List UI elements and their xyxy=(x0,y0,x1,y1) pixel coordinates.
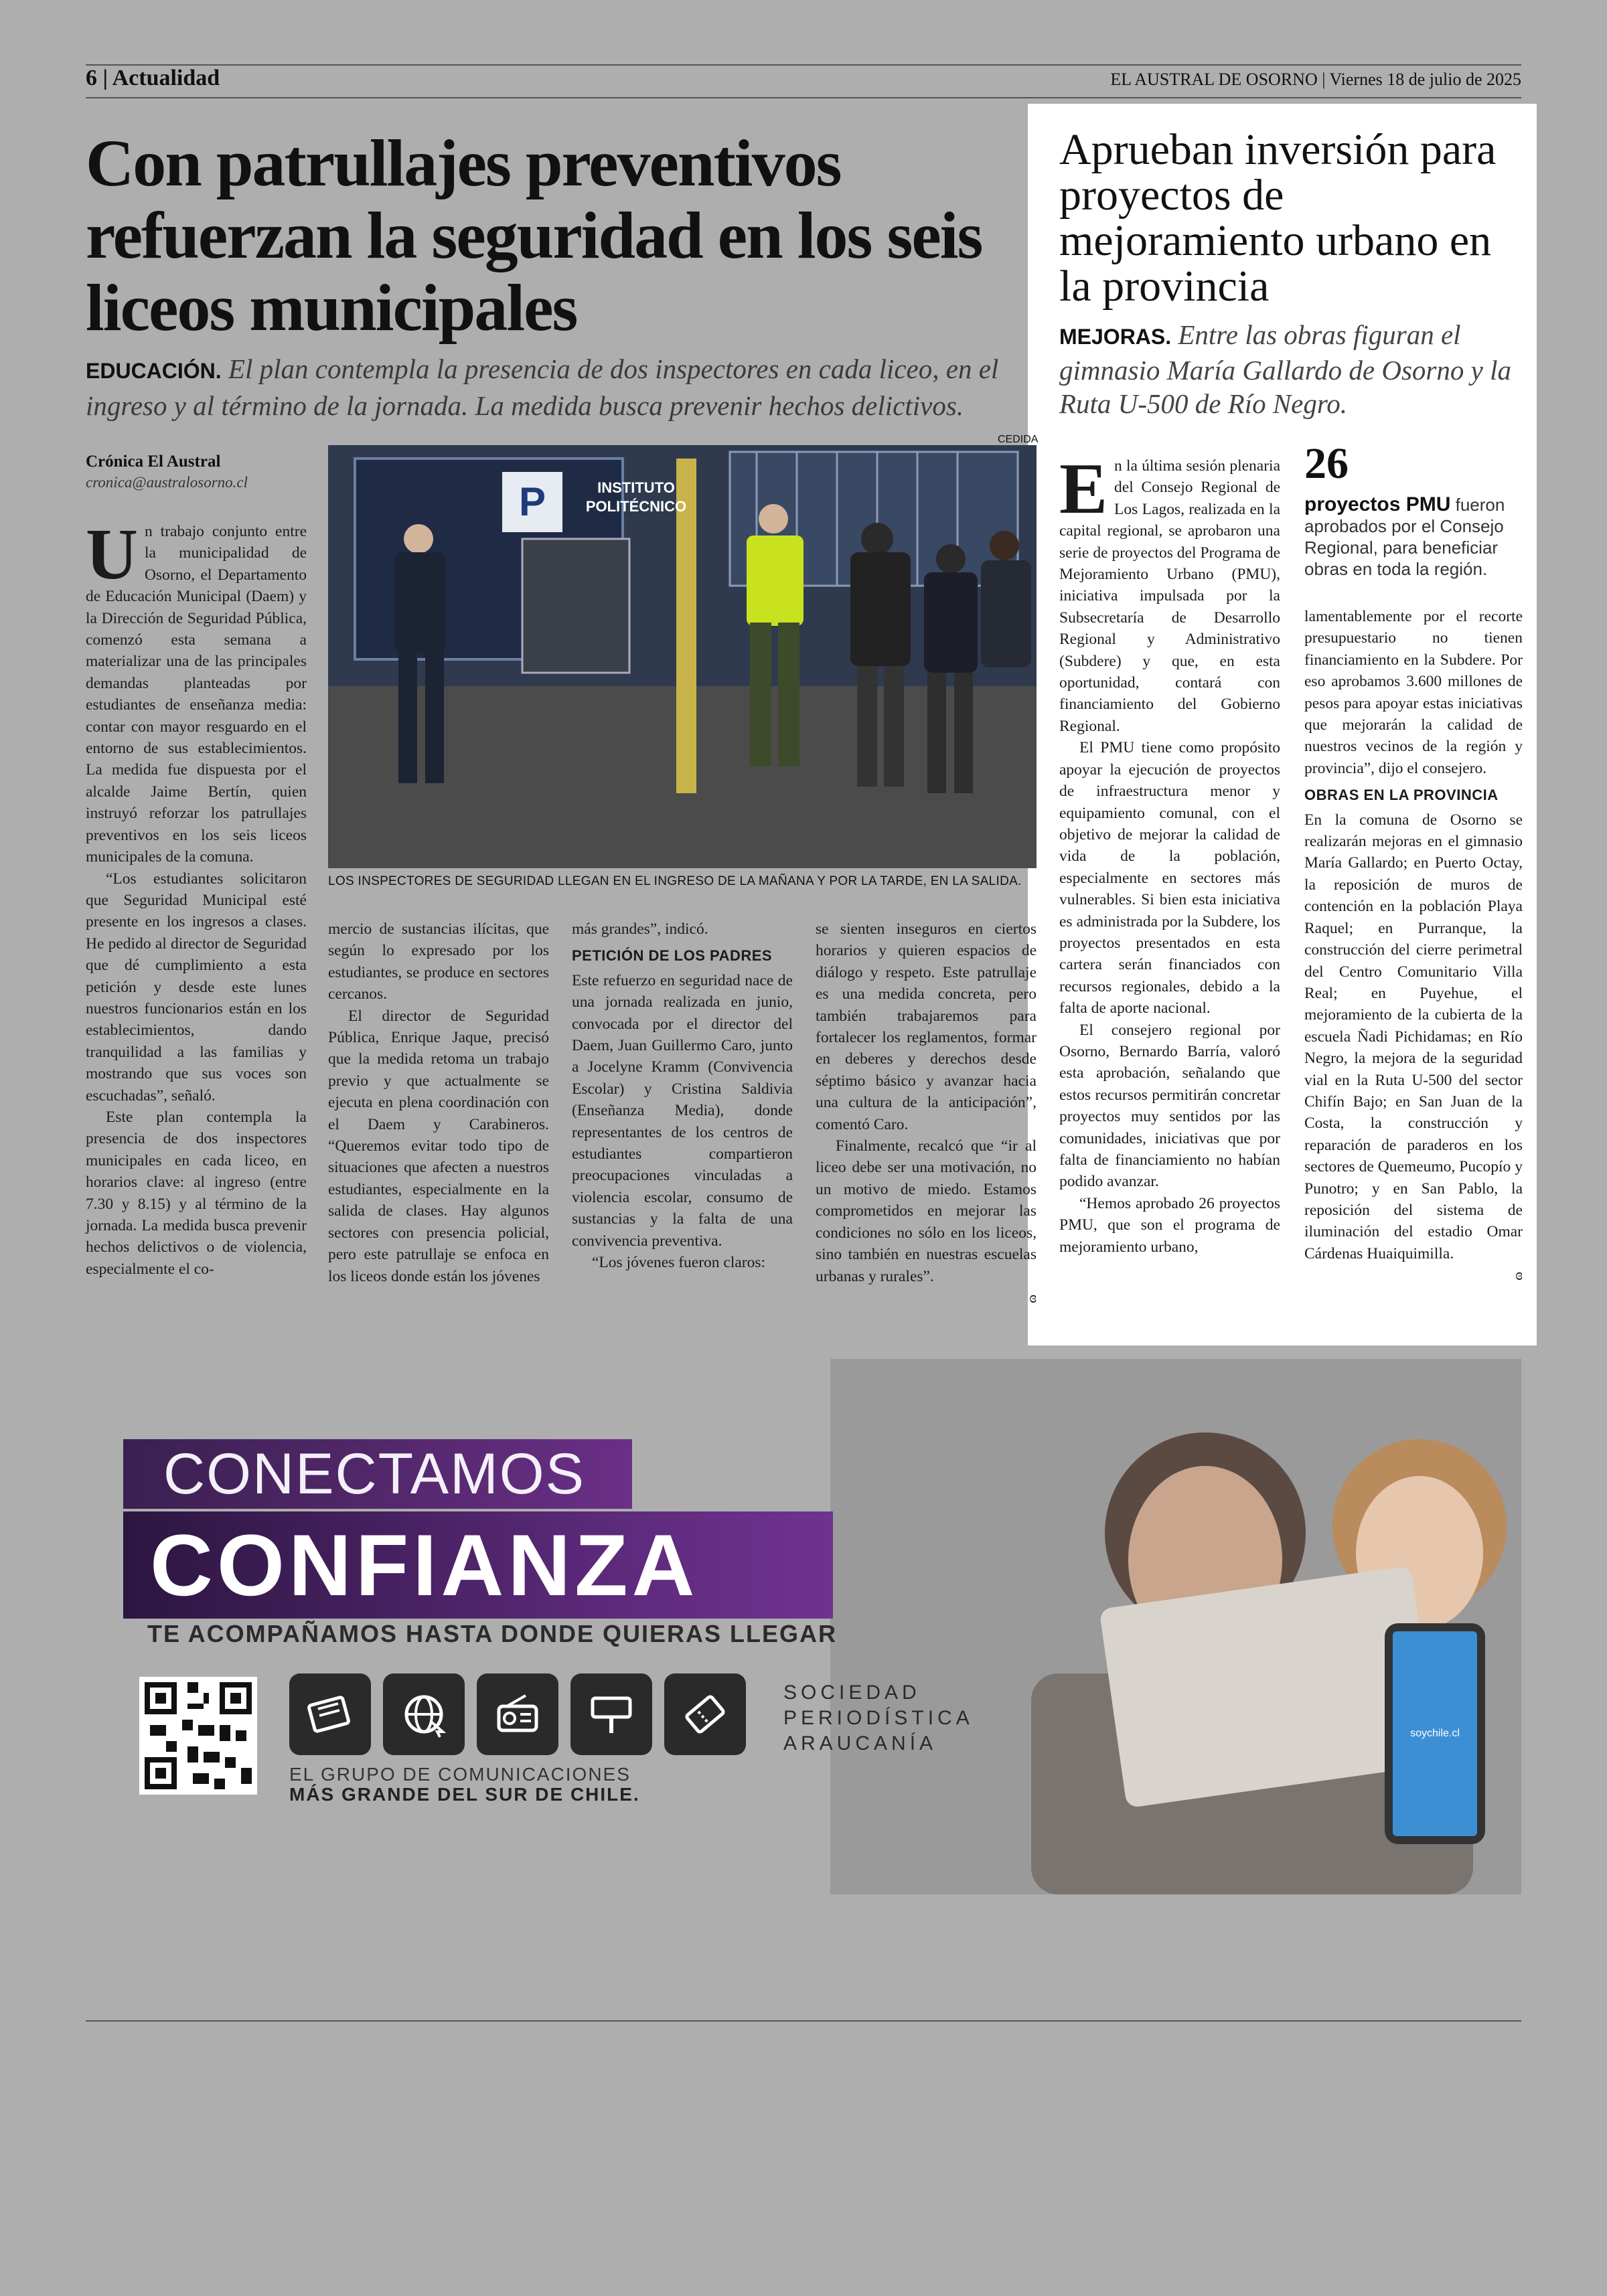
side-deck-text: Entre las obras figuran el gimnasio María Gallardo de Osorno y la Ruta U-500 de Río Negro. xyxy=(1059,319,1511,419)
side-dropcap: E xyxy=(1059,449,1108,529)
main-column-2 xyxy=(328,918,549,1287)
main-deck-label: EDUCACIÓN. xyxy=(86,359,222,383)
main-col1-p3: Este plan contempla la presencia de dos inspectores municipales en cada liceo, en horarios clave: al ingreso (entre 7.30 y 8.15) y al término de la jornada. La medida busca prevenir hechos delictivos o de violencia, especialmente el co- xyxy=(86,1108,307,1278)
main-col4-p2: Finalmente, recalcó que “ir al liceo debe ser una motivación, no un motivo de miedo. Estamos comprometidos en mejorar las condiciones no sólo en los liceos, sino también en nuestras escuelas urbanas y rurales”. xyxy=(816,1137,1037,1285)
ticket-icon xyxy=(664,1673,746,1755)
main-col1-p2: “Los estudiantes solicitaron que Seguridad Municipal esté presente en los ingresos a clases. He pedido al director de Seguridad que dé cumplimiento a esta petición y desde este lunes nuestros funcionarios están en los establecimientos, dando tranquilidad a las familias y mostrando que sus voces son escuchadas”, señaló. xyxy=(86,870,307,1104)
main-deck xyxy=(86,351,1037,423)
ad-brand-line2: PERIODÍSTICA xyxy=(783,1707,974,1729)
ad-brand-line3: ARAUCANÍA xyxy=(783,1732,937,1754)
ad-group-line1: EL GRUPO DE COMUNICACIONES xyxy=(289,1764,631,1785)
ad-title-line1: CONECTAMOS xyxy=(123,1439,632,1509)
article-photo xyxy=(328,445,1037,868)
main-column-4 xyxy=(816,918,1037,1309)
header-top-rule xyxy=(86,64,1521,66)
paper-date: EL AUSTRAL DE OSORNO | Viernes 18 de julio de 2025 xyxy=(1110,70,1521,89)
ad-icons-row xyxy=(289,1673,758,1757)
stat-text: fueron aprobados por el Consejo Regional, para beneficiar obras en toda la región. xyxy=(1304,495,1505,579)
byline: Crónica El Austral xyxy=(86,453,221,471)
side-col2-p1: lamentablemente por el recorte presupuestario no tienen financiamiento en la Subdere. Por eso aprobamos 3.600 millones de pesos para apoyar estas iniciativas que mejorarán la calidad de nuestros vecinos de la región y provincia”, dijo el consejero. xyxy=(1304,608,1523,777)
side-col1-p1: n la última sesión plenaria del Consejo Regional de Los Lagos, realizada en la capital regional, se aprobaron una serie de proyectos del Programa de Mejoramiento Urbano (PMU), iniciativa impulsada por la Subsecretaría de Desarrollo Regional y Administrativo (Subdere) y que, en esta oportunidad, contará con financiamiento del Gobierno Regional. xyxy=(1059,457,1280,735)
bottom-rule xyxy=(86,2020,1521,2022)
main-col2-p1: mercio de sustancias ilícitas, que según lo expresado por los estudiantes, se produce en sectores cercanos. xyxy=(328,920,549,1003)
phone-screen: soychile.cl xyxy=(1393,1631,1477,1836)
ad-group-line2: MÁS GRANDE DEL SUR DE CHILE. xyxy=(289,1784,640,1805)
photo-sign: INSTITUTO POLITÉCNICO xyxy=(585,479,687,515)
side-end-mark: ɞ xyxy=(1515,1266,1523,1285)
page-section: 6 | Actualidad xyxy=(86,66,220,90)
ad-title-line2: CONFIANZA xyxy=(123,1511,833,1619)
ad-tagline: TE ACOMPAÑAMOS HASTA DONDE QUIERAS LLEGAR xyxy=(147,1620,838,1647)
side-deck xyxy=(1059,318,1528,420)
stat-box xyxy=(1304,494,1525,580)
main-column-1 xyxy=(86,515,307,1280)
billboard-icon xyxy=(570,1673,652,1755)
main-col2-p2: El director de Seguridad Pública, Enrique Jaque, precisó que la medida retoma un trabajo previo y que actualmente se ejecuta en plena coordinación con el Daem y Carabineros. “Queremos evitar todo tipo de situaciones que afecten a nuestros estudiantes, especialmente en la salida de clases. Hay algunos sectores con presencia policial, pero este patrullaje se enfoca en los liceos donde están los jóvenes xyxy=(328,1007,549,1285)
web-icon xyxy=(383,1673,465,1755)
side-headline: Aprueban inversión para proyectos de mejoramiento urbano en la provincia xyxy=(1059,125,1497,311)
side-col1-p4: “Hemos aprobado 26 proyectos PMU, que son el programa de mejoramiento urbano, xyxy=(1059,1194,1280,1256)
main-end-mark: ɞ xyxy=(1029,1289,1037,1307)
phone-mockup xyxy=(1385,1623,1485,1844)
side-column-2 xyxy=(1304,606,1523,1287)
qr-code[interactable] xyxy=(139,1677,257,1795)
main-column-3 xyxy=(572,918,793,1274)
side-col2-p2: En la comuna de Osorno se realizarán mejoras en el gimnasio María Gallardo; en Puerto Octay, la reposición de muros de contención en la población Playa Raquel; en Purranque, la construcción del cierre perimetral del Centro Comunitario Villa Real; en Puyehue, el mejoramiento de la cubierta de la escuela Ñadi Pichidamas; en Río Negro, la mejora de la seguridad vial en la Ruta U-500 del sector Chifín Bajo; en San Juan de la Costa, la construcción y reparación de paraderos en los sectores de Quemeumo, Pucopío y Punotro; y en San Pablo, la reposición del sistema de iluminación del estadio Omar Cárdenas Huaiquimilla. xyxy=(1304,811,1523,1262)
side-deck-label: MEJORAS. xyxy=(1059,325,1172,349)
qr-code-graphic xyxy=(139,1677,257,1795)
side-col1-p2: El PMU tiene como propósito apoyar la ejecución de proyectos de infraestructura menor y equipamiento comunal, con el objetivo de mejorar la calidad de vida de la población, especialmente en sectores más vulnerables. Si bien esta iniciativa es administrada por la Subdere, los proyectos presentados en esta cartera serán financiados con recursos regionales, debido a la falta de aporte nacional. xyxy=(1059,739,1280,1017)
main-dropcap: U xyxy=(86,515,138,594)
stat-number: 26 xyxy=(1304,439,1349,488)
main-col3-p2: Este refuerzo en seguridad nace de una jornada realizada en junio, convocada por el director del Daem, Juan Guillermo Caro, junto a Jocelyne Kramm (Convivencia Escolar) y Cristina Saldivia (Enseñanza Media), donde representantes de los centros de estudiantes compartieron preocupaciones vinculadas a violencia escolar, consumo de sustancias y la falta de una convivencia preventiva. xyxy=(572,971,793,1250)
ad-brand-line1: SOCIEDAD xyxy=(783,1682,921,1704)
main-col3-p3: “Los jóvenes fueron claros: xyxy=(592,1254,766,1272)
main-col1-p1: n trabajo conjunto entre la municipalidad de Osorno, el Departamento de Educación Municipal (Daem) y la Dirección de Seguridad Pública, comenzó esta semana a materializar una de las principales demandas planteadas por estudiantes de enseñanza media: contar con mayor resguardo en el entorno de sus establecimientos. La medida fue dispuesta por el alcalde Jaime Bertín, quien instruyó reforzar los patrullajes preventivos en los seis liceos municipales de la comuna. xyxy=(86,523,307,866)
side-column-1 xyxy=(1059,449,1280,1258)
radio-icon xyxy=(477,1673,558,1755)
byline-email[interactable]: cronica@australosorno.cl xyxy=(86,474,248,491)
photo-credit: CEDIDA xyxy=(998,434,1039,445)
header-bottom-rule xyxy=(86,97,1521,98)
newspaper-icon xyxy=(289,1673,371,1755)
side-col1-p3: El consejero regional por Osorno, Bernardo Barría, valoró esta aprobación, señalando que estos recursos permitirán concretar proyectos muy sentidos por las comunidades, iniciativas que por falta de financiamiento no habían podido avanzar. xyxy=(1059,1021,1280,1191)
svg-text:P: P xyxy=(518,479,546,524)
stat-label: proyectos PMU xyxy=(1304,493,1451,515)
main-col4-p1: se sienten inseguros en ciertos horarios y quieren espacios de diálogo y respeto. Este patrullaje es una medida concreta, pero también trabajaremos para fortalecer los reglamentos, formar en deberes y derechos desde séptimo básico y avanzar hacia una cultura de la anticipación”, comentó Caro. xyxy=(816,920,1037,1133)
ad-brand xyxy=(783,1680,974,1756)
side-col2-subhead: OBRAS EN LA PROVINCIA xyxy=(1304,787,1499,804)
main-col3-subhead: PETICIÓN DE LOS PADRES xyxy=(572,947,773,965)
main-headline: Con patrullajes preventivos refuerzan la seguridad en los seis liceos municipales xyxy=(86,126,982,345)
photo-caption: LOS INSPECTORES DE SEGURIDAD LLEGAN EN EL INGRESO DE LA MAÑANA Y POR LA TARDE, EN LA SALIDA. xyxy=(328,874,1022,888)
main-deck-text: El plan contempla la presencia de dos inspectores en cada liceo, en el ingreso y al término de la jornada. La medida busca prevenir hechos delictivos. xyxy=(86,353,999,421)
main-col3-p1: más grandes”, indicó. xyxy=(572,920,708,938)
